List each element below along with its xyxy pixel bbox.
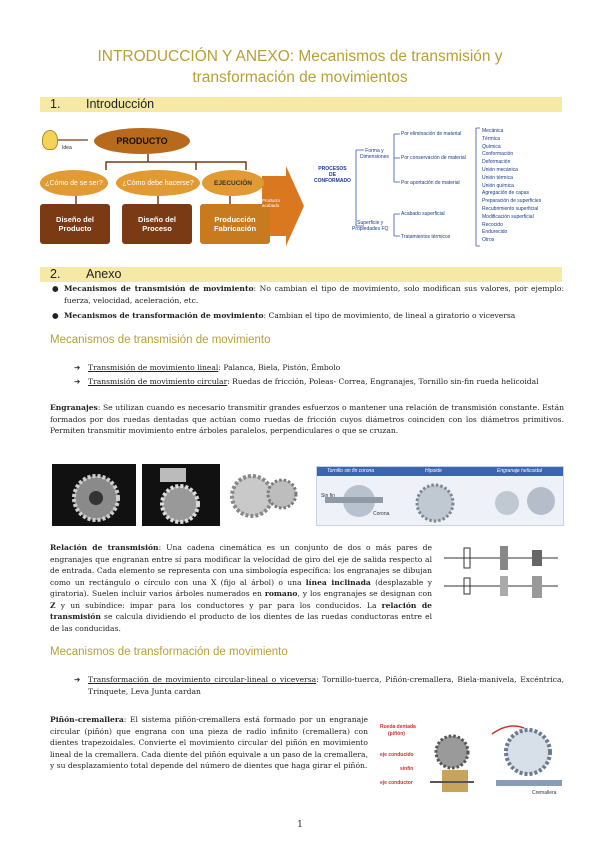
root-line: DE [329,172,336,178]
lightbulb-icon [42,130,58,150]
gear-photo-3 [222,464,306,526]
bullet-item [52,310,564,322]
arrow-underlined: Transmisión de movimiento circular [88,377,228,386]
label-eje-conducido: eje conducido [380,752,414,758]
label-pinon: (piñón) [388,731,405,737]
branch-line: Superficie y [357,220,384,226]
ejecucion-ellipse: EJECUCIÓN [202,170,264,196]
tree-leaf: Conformación [482,151,514,158]
gear-photo-2 [142,464,220,526]
para-text: (desplazable y giratoria). Suelen incluir varios árboles numerados en [50,577,432,598]
para-text: : Una cadena cinemática es un conjunto de dos o más pares de engranajes que engranan entre sí para modificar la velocidad de giro del eje de salida respecto al de entrada. Cada elemento se representa con una simbología específica: los engranajes se dibujan como un rectángulo o círculo con una X (fijo al árbol) o una [50,543,432,587]
section-title: Anexo [86,267,122,281]
arrow-rest: : Palanca, Biela, Pistón, Émbolo [218,363,341,372]
label-cremallera: Cremallera [532,790,557,796]
bullet-dot: ● [52,311,59,320]
diseno-producto-box [40,204,110,244]
arrow-text [88,674,564,697]
table-header-3: Engranaje helicoidal [497,468,543,474]
bullet-bold: Mecanismos de transformación de movimiento [64,311,264,320]
para-text: , y los engranajes se designan con [297,589,432,598]
tree-leaf: Deformación [482,159,511,166]
subheading-transformacion: Mecanismos de transformación de movimiento [50,646,288,658]
arrow-text [88,376,564,388]
question-2-ellipse: ¿Cómo debe hacerse? [116,170,200,196]
bullet-rest: : Cambian el tipo de movimiento, de lineal a giratorio o viceversa [263,311,516,320]
tree-leaf: Unión térmica [482,174,513,181]
section-heading-intro [40,97,562,112]
para-bold: relación de transmisión [50,600,432,621]
bullet-item [52,283,564,307]
para-bold: Z [50,600,56,610]
para-text: se calcula dividiendo el producto de los dientes de las ruedas conductoras entre el de las conducidas. [50,612,432,633]
arrow-icon: ➔ [74,675,81,684]
para-bold: línea inclinada [305,577,371,587]
arrow-note: Producto acabado [262,198,281,208]
root-line: CONFORMADO [314,178,351,184]
branch-line: Dimensiones [360,154,389,160]
label-eje-conductor: eje conductor [380,780,413,786]
engranajes-paragraph [50,402,564,437]
branch-line: Forma y [365,148,384,154]
title-line-1: INTRODUCCIÓN Y ANEXO: Mecanismos de transmisión y [97,48,503,65]
tree-leaf: Endurecido [482,229,508,236]
diseno-proceso-box [122,204,192,244]
label-sinfin: sinfín [400,766,414,772]
arrow-underlined: Transformación de movimiento circular-lineal o viceversa [88,675,317,684]
tree-leaf: Unión química [482,182,514,189]
section-title: Introducción [86,97,155,111]
box-line: Diseño del [56,215,94,224]
box-line: Diseño del [138,215,176,224]
tree-leaf: Unión mecánica [482,167,518,173]
arrow-item [74,674,564,698]
page-number: 1 [297,820,303,830]
section-number: 2. [50,267,61,281]
bullet-text [64,283,564,306]
pinon-paragraph [50,714,368,772]
arrow-icon: ➔ [74,363,81,372]
branch-superficie [352,220,388,232]
para-rest: : El sistema piñón-cremallera está formado por un engranaje circular (piñón) que engrana con una pieza de radio infinito (cremallera) con dientes trapezoidales. Convierte el movimiento circular del piñón en movimiento lineal de la cremallera. Cada diente del piñón equivale a un paso de la cremallera, y su desplazamiento total depende del número de dientes que haga girar el piñón. [50,715,368,770]
gear-types-table [316,466,564,526]
method-tratamientos: Tratamientos térmicos [401,234,451,240]
label-sinfin: Sin fin [321,493,335,499]
label-corona: Corona [373,511,390,517]
para-rest: : Se utilizan cuando es necesario transmitir grandes esfuerzos o mantener una relación de transmisión constante. Están formados por dos ruedas dentadas que actúan como ruedas de fricción cuyos diámetros coinciden con los diámetros primitivos. Permiten transmitir movimiento entre árboles paralelos, perpendiculares o que se cruzan. [50,403,564,435]
tree-leaf: Recubrimiento superficial [482,206,539,212]
relacion-paragraph-top [50,542,432,634]
arrow-text [88,362,564,374]
bullet-bold: Mecanismos de transmisión de movimiento [64,284,254,293]
arrow-icon: ➔ [74,377,81,386]
tree-leaf: Otros [482,237,495,244]
box-line: Producto [58,224,92,233]
method-aportacion: Por aportación de material [401,180,460,186]
para-bold: romano [264,589,298,598]
section-number: 1. [50,97,61,111]
method-acabado: Acabado superficial [401,211,445,217]
bullet-rest: : No cambian el tipo de movimiento, solo modifican sus valores, por ejemplo: fuerza, velocidad, aceleración, etc. [64,284,564,305]
table-header-1: Tornillo sin fin corona [327,468,375,474]
root-line: PROCESOS [318,166,347,172]
tree-leaf: Recocido [482,221,503,228]
idea-label: Idea [62,145,72,151]
table-header-2: Hipoide [425,468,442,474]
kinematic-chain-figure [440,540,562,606]
tree-leaf: Química [482,143,501,150]
tree-leaf: Preparación de superficies [482,198,542,205]
title-line-2: transformación de movimientos [192,69,408,86]
para-text: y un subíndice: impar para los conductores y par para los conducidos. La [55,600,382,610]
arrow-underlined: Transmisión de movimiento lineal [88,363,219,372]
box-line: Proceso [142,224,172,233]
gear-photo-1 [52,464,136,526]
pinon-cremallera-figure [378,722,564,800]
method-eliminacion: Por eliminación de material [401,131,462,137]
produccion-box [200,204,270,244]
section-heading-anexo [40,267,562,282]
bullet-text [64,310,564,322]
branch-line: Propiedades FQ [352,226,389,232]
tree-leaf: Mecánica [482,128,504,134]
para-bold: Piñón-cremallera [50,715,124,724]
tree-root [314,166,351,184]
tree-leaf: Térmica [482,135,501,142]
para-bold: Relación de transmisión [50,543,159,552]
arrow-rest: : Ruedas de fricción, Poleas- Correa, Engranajes, Tornillo sin-fin rueda helicoidal [227,377,539,386]
bullet-dot: ● [52,284,59,293]
branch-forma [360,148,389,160]
method-conservacion: Por conservación de material [401,155,466,161]
subheading-transmision: Mecanismos de transmisión de movimiento [50,334,271,346]
document-title [40,46,560,88]
box-line: Producción [214,215,256,224]
para-bold: Engranajes [50,403,98,412]
arrow-rest: : Tornillo-tuerca, Piñón-cremallera, Biela-manivela, Excéntrica, Trinquete, Leva Junta cardan [88,675,564,696]
tree-leaf: Agregación de capas [482,190,529,197]
box-line: Fabricación [213,224,257,233]
label-rueda: Rueda dentada [380,724,416,730]
tree-leaf: Modificación superficial [482,213,534,220]
producto-ellipse: PRODUCTO [94,128,190,154]
question-1-ellipse: ¿Cómo de se ser? [40,170,108,196]
